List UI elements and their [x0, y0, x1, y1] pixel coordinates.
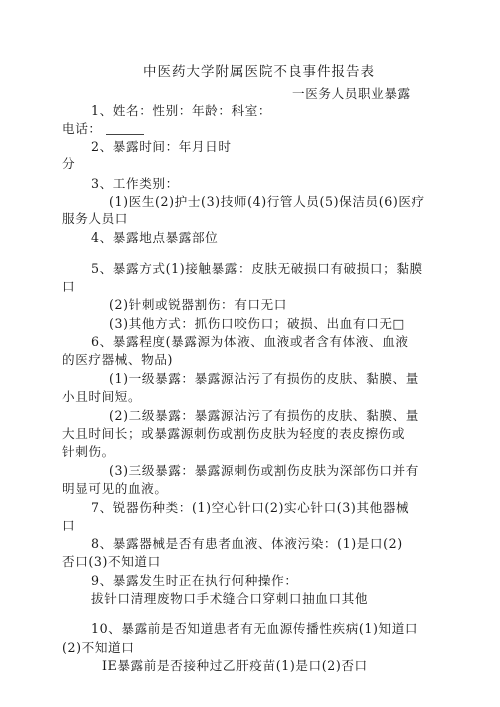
phone-blank [106, 122, 144, 135]
line-6: (1)医生(2)护士(3)技师(4)行管人员(5)保洁员(6)医疗 [109, 194, 425, 209]
line-25: 否口(3)不知道口 [62, 554, 161, 569]
line-8: 4、暴露地点暴露部位 [91, 230, 219, 245]
line-15: (1)一级暴露：暴露源沾污了有损伤的皮肤、黏膜、量 [109, 371, 419, 386]
line-20: (3)三级暴露：暴露源刺伤或割伤皮肤为深部伤口并有 [109, 463, 419, 478]
line-7: 服务人员口 [62, 211, 128, 226]
line-24: 8、暴露器械是否有患者血液、体液污染：(1)是口(2) [91, 536, 403, 551]
line-9: 5、暴露方式(1)接触暴露：皮肤无破损口有破损口；黏膜 [91, 261, 423, 276]
line-12: (3)其他方式：抓伤口咬伤口；破损、出血有口无□ [109, 316, 406, 331]
line-2 [62, 121, 144, 137]
line-27: 拔针口清理废物口手术缝合口穿刺口抽血口其他 [91, 591, 369, 606]
line-10: 口 [62, 279, 76, 294]
line-11: (2)针刺或锐器割伤：有口无口 [109, 297, 287, 312]
line-21: 明显可见的血液。 [62, 481, 168, 496]
line-26: 9、暴露发生时正在执行何种操作： [91, 573, 298, 588]
line-16: 小且时间短。 [62, 389, 142, 404]
form-subtitle: 一医务人员职业暴露 [292, 86, 411, 101]
line-30: IE暴露前是否接种过乙肝疫苗(1)是口(2)否口 [102, 658, 368, 673]
phone-label: 电话： [62, 121, 102, 136]
line-5: 3、工作类别： [91, 176, 179, 191]
line-3: 2、暴露时间：年月日时 [91, 139, 232, 154]
line-23: 口 [62, 518, 76, 533]
line-4: 分 [62, 156, 76, 171]
line-13: 6、暴露程度(暴露源为体液、血液或者含有体液、血液 [91, 334, 409, 349]
line-1: 1、姓名：性别：年龄：科室： [91, 103, 272, 118]
form-title: 中医药大学附属医院不良事件报告表 [143, 64, 375, 80]
line-18: 大且时间长；或暴露源刺伤或割伤皮肤为轻度的表皮擦伤或 [62, 426, 406, 441]
line-17: (2)二级暴露：暴露源沾污了有损伤的皮肤、黏膜、量 [109, 408, 419, 423]
line-19: 针刺伤。 [62, 444, 115, 459]
line-22: 7、锐器伤种类：(1)空心针口(2)实心针口(3)其他器械 [91, 500, 410, 515]
line-14: 的医疗器械、物品) [62, 352, 174, 367]
line-29: (2)不知道口 [62, 640, 135, 655]
line-28: 10、暴露前是否知道患者有无血源传播性疾病(1)知道口 [91, 621, 419, 636]
